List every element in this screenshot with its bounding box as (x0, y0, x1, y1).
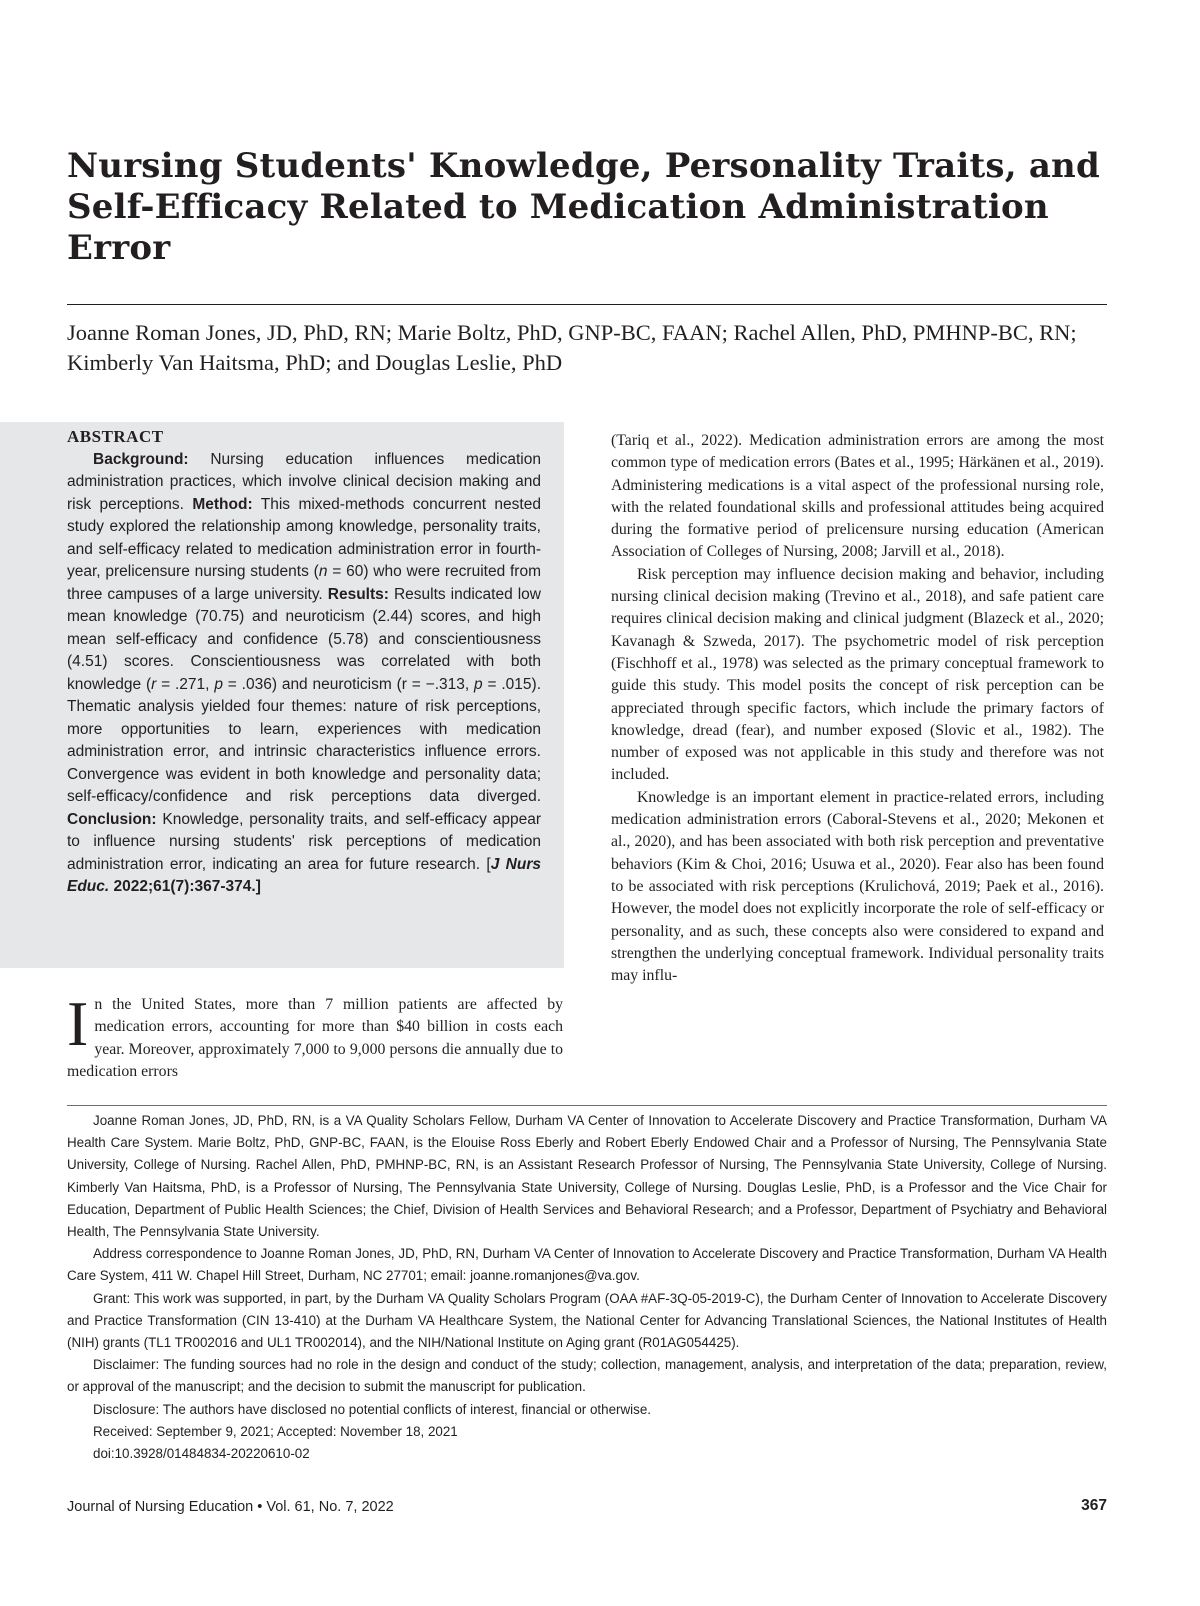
footnote-received: Received: September 9, 2021; Accepted: November 18, 2021 (93, 1423, 458, 1439)
abstract-heading: ABSTRACT (67, 427, 164, 446)
citation-journal: J Nurs Educ. (67, 855, 542, 895)
abstract-results-text-3: = .036) and neuroticism (r = −.313, (222, 675, 475, 693)
abstract (67, 426, 541, 899)
abstract-results-text: Results indicated low mean knowledge (70.75) and neuroticism (2.44) scores, and high mean self-efficacy and confidence (5.78) and conscientiousness (4.51) scores. Conscientiousness was correlated with both knowledge ( (67, 585, 541, 693)
abstract-method-label: Method: (192, 495, 253, 513)
abstract-results-label: Results: (327, 585, 389, 603)
footnote-divider (67, 1105, 1107, 1106)
abstract-background-text: Nursing education influences medication administration practices, which involve clinical decision making and risk perceptions. (67, 450, 541, 513)
right-column (611, 430, 1104, 987)
abstract-background-label: Background: (93, 450, 189, 468)
footnote-disclosure: Disclosure: The authors have disclosed no potential conflicts of interest, financial or otherwise. (93, 1401, 651, 1417)
footnote-disclaimer: Disclaimer: The funding sources had no role in the design and conduct of the study; collection, management, analysis, and interpretation of the data; preparation, review, or approval of the manuscript; and the decision to submit the manuscript for publication. (67, 1357, 1107, 1395)
abstract-method-text: This mixed-methods concurrent nested study explored the relationship among knowledge, personality traits, and self-efficacy related to medication administration error in fourth-year, prelicensure nursing students ( (67, 495, 541, 580)
intro-text: n the United States, more than 7 million patients are affected by medication errors, accounting for more than $40 billion in costs each year. Moreover, approximately 7,000 to 9,000 persons die annually due to medication errors (67, 996, 563, 1080)
drop-cap: I (67, 988, 89, 1059)
intro-paragraph (67, 988, 563, 1083)
title-divider (67, 304, 1107, 305)
abstract-r-symbol: r (151, 675, 157, 693)
footnote-address: Address correspondence to Joanne Roman Jones, JD, PhD, RN, Durham VA Center of Innovation to Accelerate Discovery and Practice Transformation, Durham VA Health Care System, 411 W. Chapel Hill Street, Durham, NC 27701; email: joanne.romanjones@va.gov. (67, 1246, 1107, 1284)
abstract-conclusion-text: Knowledge, personality traits, and self-efficacy appear to influence nursing students' risk perceptions of medication administration error, indicating an area for future research. [ (67, 810, 541, 873)
abstract-n-symbol: n (318, 563, 328, 580)
body-paragraph-3: Knowledge is an important element in practice-related errors, including medication administration errors (Caboral-Stevens et al., 2020; Mekonen et al., 2020), and has been associated with both risk perception and preventative behaviors (Kim & Choi, 2016; Usuwa et al., 2020). Fear also has been found to be associated with risk perceptions (Krulichová, 2019; Paek et al., 2016). However, the model does not explicitly incorporate the role of self-efficacy or personality, and as such, these concepts also were considered to expand and strengthen the underlying conceptual framework. Individual personality traits may influ- (611, 788, 1104, 985)
body-paragraph-1: (Tariq et al., 2022). Medication administration errors are among the most common type of medication errors (Bates et al., 1995; Härkänen et al., 2019). Administering medications is a vital aspect of the professional nursing role, with the related foundational skills and professional attitudes being acquired during the formative period of prelicensure nursing education (American Association of Colleges of Nursing, 2008; Jarvill et al., 2018). (611, 432, 1104, 561)
abstract-method-text-2: = 60) who were recruited from three campuses of a large university. (67, 563, 541, 603)
footnote-doi: doi:10.3928/01484834-20220610-02 (93, 1446, 310, 1462)
footnotes (67, 1110, 1107, 1465)
footnote-affiliations: Joanne Roman Jones, JD, PhD, RN, is a VA Quality Scholars Fellow, Durham VA Center of Innovation to Accelerate Discovery and Practice Transformation, Durham VA Health Care System. Marie Boltz, PhD, GNP-BC, FAAN, is the Elouise Ross Eberly and Robert Eberly Endowed Chair and a Professor of Nursing, The Pennsylvania State University, College of Nursing. Rachel Allen, PhD, PMHNP-BC, RN, is an Assistant Research Professor of Nursing, The Pennsylvania State University, College of Nursing. Kimberly Van Haitsma, PhD, is a Professor of Nursing, The Pennsylvania State University, College of Nursing. Douglas Leslie, PhD, is a Professor and the Vice Chair for Education, Department of Public Health Sciences; the Chief, Division of Health Services and Behavioral Research; and a Professor, Department of Psychiatry and Behavioral Health, The Pennsylvania State University. (67, 1113, 1107, 1240)
article-title: Nursing Students' Knowledge, Personality Traits, and Self-Efficacy Related to Medication Administration Error (67, 146, 1100, 268)
abstract-body (67, 449, 541, 899)
abstract-results-text-2: = .271, (156, 675, 215, 693)
footnote-grant: Grant: This work was supported, in part, by the Durham VA Quality Scholars Program (OAA #AF-3Q-05-2019-C), the Durham Center of Innovation to Accelerate Discovery and Practice Transformation (CIN 13-410) at the Durham VA Healthcare System, the National Center for Advancing Translational Sciences, the National Institutes of Health (NIH) grants (TL1 TR002016 and UL1 TR002014), and the NIH/National Institute on Aging grant (R01AG054425). (67, 1290, 1107, 1351)
journal-footer: Journal of Nursing Education • Vol. 61, No. 7, 2022 (67, 1499, 394, 1515)
body-paragraph-2: Risk perception may influence decision making and behavior, including nursing clinical decision making (Trevino et al., 2018), and safe patient care requires clinical decision making and clinical judgment (Blazeck et al., 2020; Kavanagh & Szweda, 2017). The psychometric model of risk perception (Fischhoff et al., 1978) was selected as the primary conceptual framework to guide this study. This model posits the concept of risk perception can be appreciated through specific factors, which include the primary factors of knowledge, dread (fear), and number exposed (Slovic et al., 1982). The number of exposed was not applicable in this study and therefore was not included. (611, 565, 1104, 784)
abstract-results-text-4: = .015). Thematic analysis yielded four themes: nature of risk perceptions, more opportunities to learn, experiences with medication administration error, and intrinsic characteristics influence errors. Convergence was evident in both knowledge and personality data; self-efficacy/confidence and risk perceptions data diverged. (67, 675, 541, 805)
author-list: Joanne Roman Jones, JD, PhD, RN; Marie Boltz, PhD, GNP-BC, FAAN; Rachel Allen, PhD, PMHNP-BC, RN; Kimberly Van Haitsma, PhD; and Douglas Leslie, PhD (67, 320, 1077, 375)
citation-details: 2022;61(7):367-374.] (109, 878, 261, 895)
page-number: 367 (1081, 1497, 1107, 1514)
abstract-p-symbol: p (214, 675, 223, 693)
abstract-p-symbol-2: p (474, 675, 483, 693)
abstract-conclusion-label: Conclusion: (67, 810, 157, 828)
